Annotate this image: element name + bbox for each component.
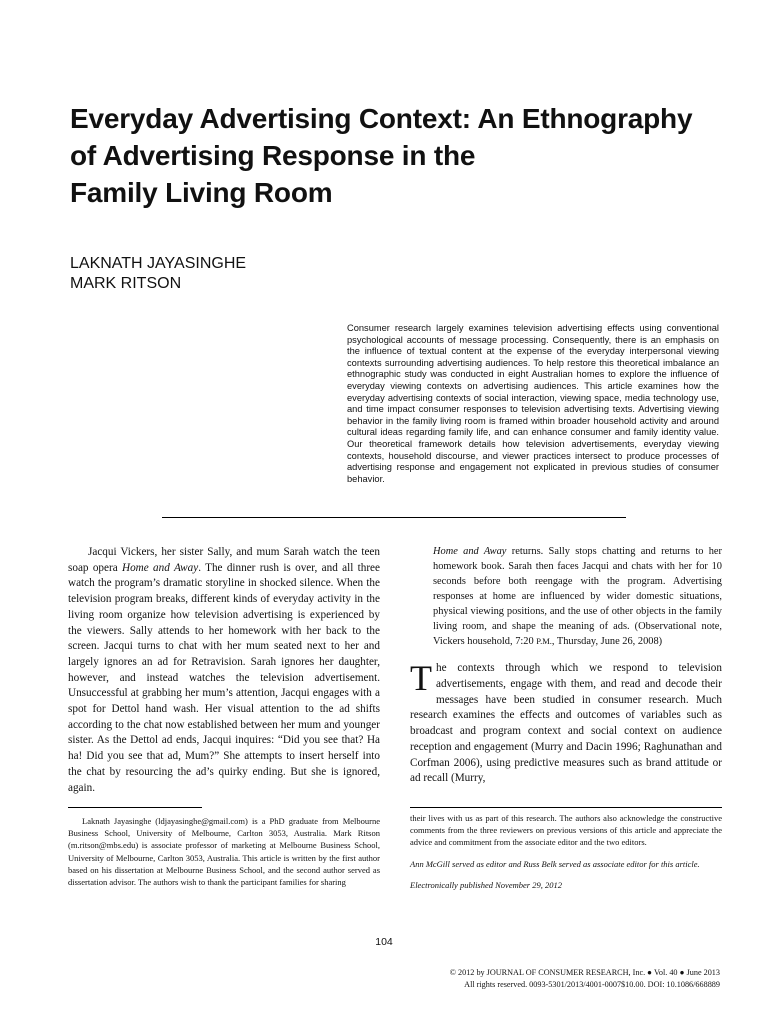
body-column-right (410, 545, 722, 787)
vignette-text: . The dinner rush is over, and all three watch the program’s dramatic storyline in shocked silence. When the television program breaks, different kinds of everyday activity in the living room organize how television advertising is experienced by the viewers. Sally attends to her homework with her back to the screen. Jacqui turns to chat with her mum seated next to her and largely ignores an ad for Retravision. Sarah ignores her daughter, however, and instead watches the television advertisement. Unsuccessful at grabbing her mum’s attention, Jacqui engages with a spot for Dettol hand wash. Her visual attention to the ad shifts according to the chat now established between her mum and younger sister. As the Dettol ad ends, Jacqui inquires: “Did you see that? Ha ha! Did you see that ad, Mum?” She attempts to insert herself into the chat by resourcing the ad’s quirky ending. But she is ignored, again. (68, 561, 380, 794)
copyright-line: All rights reserved. 0093-5301/2013/4001-0007$10.00. DOI: 10.1086/668889 (464, 979, 720, 989)
drop-cap: T (410, 658, 432, 699)
author-footnote (68, 815, 380, 888)
vignette-text: returns. Sally stops chatting and returns to her homework book. Sarah then faces Jacqui and chats with her for 10 seconds before both reengage with the program. Advertising responses at home are influenced by wider domestic situations, physical viewing positions, and the use of other objects in the family living room, and shape the meaning of ads. (Observational note, Vickers household, 7:20 (433, 546, 723, 648)
program-name: Home and Away (433, 546, 507, 557)
body-column-left (68, 545, 380, 796)
time-suffix: P.M. (536, 636, 552, 647)
vignette-continuation (410, 545, 722, 650)
abstract: Consumer research largely examines television advertising effects using conventional psychological accounts of message processing. Consequently, there is an emphasis on the influence of textual content at the expense of the everyday interpersonal viewing contexts surrounding advertising audiences. To help restore this theoretical imbalance an ethnographic study was conducted in eight Australian homes to explore the influence of everyday viewing contexts on advertising audiences. This article examines how the everyday advertising contexts of social interaction, viewing space, media technology use, and time impact consumer responses to television advertising texts. Advertising viewing behavior in the family living room is framed within broader household activity and around cultural ideas regarding family life, and can enhance consumer and family identity value. Our theoretical framework details how television advertisements, everyday viewing contexts, household discourse, and viewer practices intersect to produce processes of advertising response and engagement not explicated in previous studies of consumer behavior. (347, 323, 719, 484)
copyright-line: © 2012 by JOURNAL OF CONSUMER RESEARCH, Inc. ● Vol. 40 ● June 2013 (449, 968, 720, 977)
footnote-divider (410, 807, 722, 808)
author-name: LAKNATH JAYASINGHE (70, 255, 247, 272)
program-name: Home and Away (122, 561, 199, 574)
section-divider (162, 517, 626, 518)
article-title (70, 100, 730, 211)
introduction-paragraph (410, 658, 722, 787)
title-line: Family Living Room (70, 177, 333, 208)
vignette-text: Jacqui Vickers, her sister Sally, and mum Sarah watch the teen soap opera (68, 546, 380, 574)
author-note: Laknath Jayasinghe (ldjayasinghe@gmail.com) is a PhD graduate from Melbourne Business School, University of Melbourne, Carlton 3053, Australia. Mark Ritson (m.ritson@mbs.edu) is associate professor of marketing at Melbourne Business School, University of Melbourne, Carlton 3053, Australia. This article is written by the first author based on his dissertation at Melbourne Business School, and the second author served as dissertation advisor. The authors wish to thank the participant families for sharing (68, 816, 380, 888)
title-line: Everyday Advertising Context: An Ethnography (70, 103, 693, 134)
publication-note: Electronically published November 29, 2012 (410, 879, 562, 890)
editor-note: Ann McGill served as editor and Russ Belk served as associate editor for this article. (410, 858, 700, 869)
author-footnote-continued (410, 812, 722, 891)
footnote-divider (68, 807, 202, 808)
acknowledgement-note: their lives with us as part of this research. The authors also acknowledge the constructive comments from the three reviewers on previous versions of this article and appreciate the advice and commitment from the associate editor and the two editors. (410, 813, 722, 848)
author-list (70, 254, 246, 294)
page-number: 104 (375, 936, 393, 948)
author-name: MARK RITSON (70, 275, 182, 292)
copyright-notice (300, 967, 720, 990)
title-line: of Advertising Response in the (70, 140, 476, 171)
opening-vignette (68, 545, 380, 796)
introduction-text: he contexts through which we respond to television advertisements, engage with them, and read and decode their messages have been studied in consumer research. Much research examines the effects and outcomes of variables such as broadcast and program context and social context on audience reception and engagement (Murry and Dacin 1996; Raghunathan and Corfman 2006), using predictive measures such as brand attitude or ad recall (Murry, (410, 662, 722, 785)
vignette-text: , Thursday, June 26, 2008) (551, 636, 663, 648)
